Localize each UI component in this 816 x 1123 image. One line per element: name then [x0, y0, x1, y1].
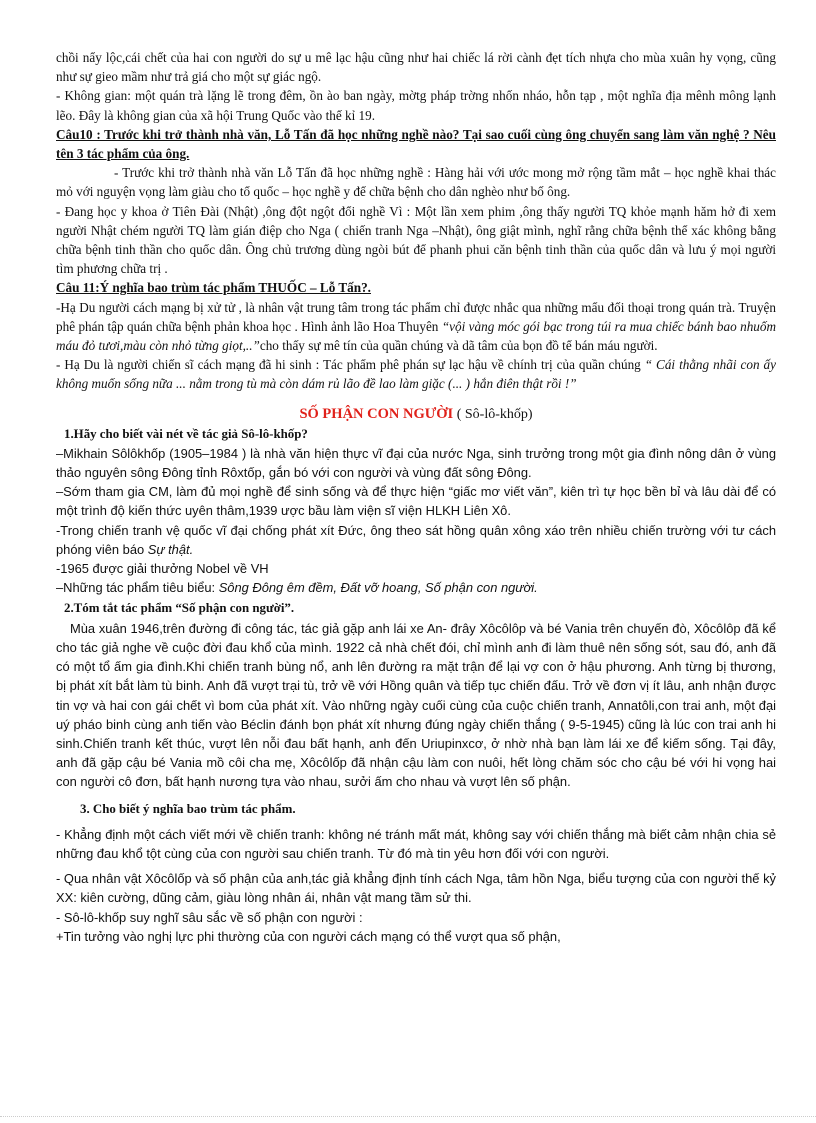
- paragraph: –Mikhain Sôlôkhốp (1905–1984 ) là nhà văn hiện thực vĩ đại của nước Nga, sinh trưởng trong một gia đình nông dân ở vùng thảo nguyên sông Đông tỉnh Rôxtốp, gắn bó với con người và vùng đất sông Đông.: [56, 445, 776, 481]
- question-10: Câu10 : Trước khi trở thành nhà văn, Lỗ Tấn đã học những nghề nào? Tại sao cuối cùng ông chuyển sang làm văn nghệ ? Nêu tên 3 tác phẩm của ông.: [56, 126, 776, 162]
- italic-run: Sông Đông êm đềm, Đất vỡ hoang, Số phận con người.: [218, 580, 538, 596]
- paragraph: - Sô-lô-khốp suy nghĩ sâu sắc về số phận con người :: [56, 909, 363, 925]
- quote: “vội vàng móc gói bạc trong túi ra mua chiếc bánh bao nhuốm máu đỏ tươi,màu còn nhỏ từng giọt,..”: [56, 318, 776, 354]
- heading-3: 3. Cho biết ý nghĩa bao trùm tác phẩm.: [80, 801, 296, 816]
- text-run: –Những tác phẩm tiêu biểu:: [56, 580, 219, 596]
- text-run: cho thấy sự mê tín của quần chúng và dã tâm của bọn đồ tể bán máu người.: [259, 338, 658, 354]
- paragraph: chồi nẩy lộc,cái chết của hai con người do sự u mê lạc hậu cũng như hai chiếc lá rời cành đẹt tích nhựa cho mùa xuân hy vọng, cũng như sự gieo mầm như trả giá cho một sự giác ngộ.: [56, 50, 776, 85]
- document-page: [56, 48, 776, 946]
- paragraph: –Sớm tham gia CM, làm đủ mọi nghề để sinh sống và để thực hiện “giấc mơ viết văn”, kiên trì tự học bền bỉ và lâu dài để có một trình độ kiến thức uyên thâm,1939 ược bầu làm viện sĩ viện HLKH Liên Xô.: [56, 484, 776, 519]
- paragraph: Mùa xuân 1946,trên đường đi công tác, tác giả gặp anh lái xe An- đrây Xôcôlôp và bé Vania trên chuyến đò, Xôcôlôp đã kể cho tác giả nghe về cuộc đời đau khổ của mình. 1922 cả nhà chết đói, chỉ mình anh đi làm thuê nên sống sót, sau đó, anh đã có một tổ ấm gia đình.Khi chiến tranh bùng nổ, anh lên đường ra mặt trận để lại vợ con ở hậu phương. Anh từng bị thương, bị phát xít bắt làm tù binh. Anh đã vượt trại tù, trở về với Hồng quân và tiếp tục chiến đấu. Trở về đơn vị ít lâu, anh nhận được tin vợ và hai con gái chết vì bom của phát xít. Vào những ngày cuối cùng của cuộc chiến tranh, Annatôli,con trai anh, một đại uý pháo binh cùng anh tiến vào Béclin đánh bọn phát xít nhưng đúng ngày chiến thắng ( 9-5-1945) cũng là lúc con trai anh hi sinh.Chiến tranh kết thúc, vượt lên nỗi đau bất hạnh, anh đến Uriupinxcơ, ở nhờ nhà bạn làm lái xe để kiếm sống. Tại đây, anh đã gặp cậu bé Vania mồ côi cha mẹ, Xôcôlốp đã nhận cậu làm con nuôi, hết lòng chăm sóc cho cậu bé với hi vọng hai con người cô đơn, bất hạnh nương tựa vào nhau, sưởi ấm cho nhau và vượt lên số phận.: [56, 620, 776, 790]
- paragraph: [56, 521, 776, 559]
- paragraph: - Qua nhân vật Xôcôlốp và số phận của anh,tác giả khẳng định tính cách Nga, tâm hồn Nga, biểu tượng của con người thế kỷ XX: kiên cường, dũng cảm, giàu lòng nhân ái, nhân vật mang tầm sử thi.: [56, 871, 776, 906]
- question-11: Câu 11:Ý nghĩa bao trùm tác phẩm THUỐC – Lỗ Tấn?.: [56, 280, 371, 296]
- paragraph: [56, 578, 776, 597]
- paragraph: [56, 355, 776, 393]
- title-main: SỐ PHẬN CON NGƯỜI: [299, 405, 454, 422]
- text-run: -Trong chiến tranh vệ quốc vĩ đại chống phát xít Đức, ông theo sát hồng quân xông xáo trên nhiều chiến trường với tư cách phóng viên báo: [56, 522, 776, 557]
- paragraph: [56, 298, 776, 356]
- section-body: [56, 425, 776, 946]
- text-run: - Hạ Du là người chiến sĩ cách mạng đã hi sinh : Tác phẩm phê phán sự lạc hậu về chính trị của quần chúng: [56, 357, 645, 373]
- heading-2: 2.Tóm tắt tác phẩm “Số phận con người”.: [64, 601, 295, 616]
- paragraph: - Trước khi trở thành nhà văn Lỗ Tấn đã học những nghề : Hàng hải với ước mong mở rộng tầm mắt – học nghề khai thác mỏ với nguyện vọng làm giàu cho tổ quốc – học nghề y để chữa bệnh cho dân nghèo như bố ông.: [56, 165, 776, 200]
- heading-1: 1.Hãy cho biết vài nét về tác giả Sô-lô-khốp?: [64, 426, 308, 441]
- text-run: -Hạ Du người cách mạng bị xử tử , là nhân vật trung tâm trong tác phẩm chỉ được nhắc qua những mẩu đối thoại trong quán trà. Truyện phê phán tập quán chữa bệnh phản khoa học . Hình ảnh lão Hoa Thuyên: [56, 299, 776, 334]
- paragraph: - Khẳng định một cách viết mới về chiến tranh: không né tránh mất mát, không say với chiến thắng mà biết cảm nhận chia sẻ những đau khổ tột cùng của con người sau chiến tranh. Từ đó mà tin yêu hơn đối với con người.: [56, 826, 776, 861]
- italic-run: Sự thật.: [147, 541, 194, 557]
- title-author: ( Sô-lô-khốp): [453, 406, 533, 422]
- paragraph: +Tin tưởng vào nghị lực phi thường của con người cách mạng có thể vượt qua số phận,: [56, 928, 561, 944]
- quote: “ Cái thằng nhãi con ấy không muốn sống nữa ... nằm trong tù mà còn dám rủ lão đề lao làm giặc (... ) hắn điên thật rồi !”: [56, 357, 776, 392]
- section-title: [56, 406, 776, 423]
- paragraph: - Đang học y khoa ở Tiên Đài (Nhật) ,ông đột ngột đổi nghề Vì : Một lần xem phim ,ông thấy người TQ khỏe mạnh hăm hở đi xem người Nhật chém người TQ làm gián điệp cho Nga ( chiến tranh Nga –Nhật), ông giật mình, nghĩ rằng chữa bệnh thể xác không bằng chữa bệnh tinh thần cho quốc dân. Ông chủ trương dùng ngòi bút để phanh phui căn bệnh tinh thần của quốc dân và lưu ý mọi người tìm phương chữa trị .: [56, 203, 776, 277]
- paragraph: -1965 được giải thưởng Nobel về VH: [56, 561, 269, 577]
- page-bottom-rule: [0, 1116, 816, 1117]
- paragraph: - Không gian: một quán trà lặng lẽ trong đêm, ồn ào ban ngày, mờtg pháp trờng nhốn nháo, hỗn tạp , một nghĩa địa mênh mông lạnh lẽo. Đây là không gian của xã hội Trung Quốc vào thế kỉ 19.: [56, 88, 776, 123]
